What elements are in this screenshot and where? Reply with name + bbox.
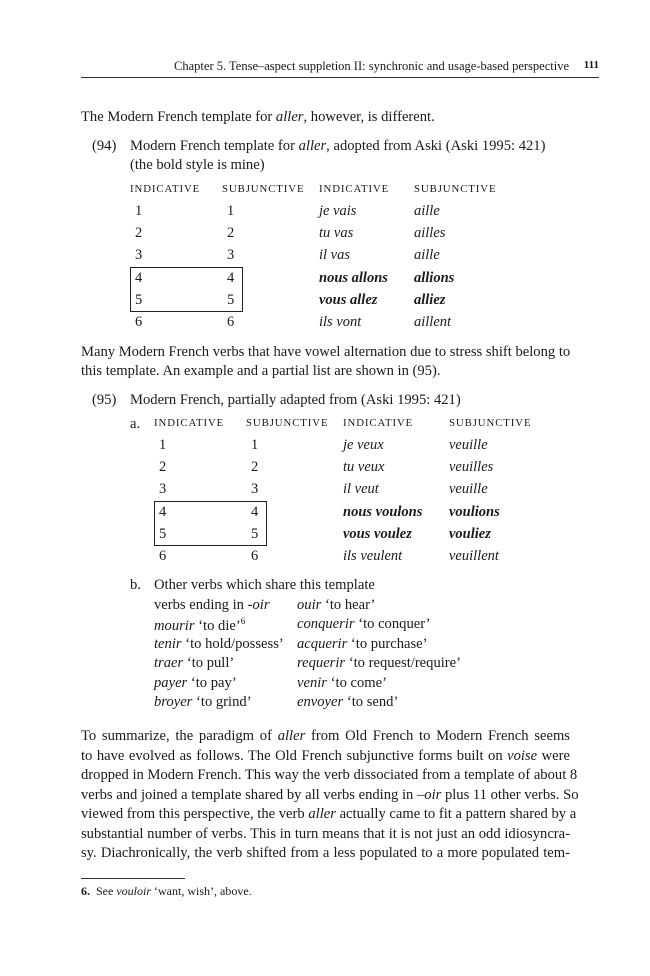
ex94-indicative-form: ils vont <box>319 314 362 330</box>
ex95-person-cell: 6 <box>159 548 167 564</box>
example-95a-label: a. <box>130 416 141 432</box>
ex95-person-cell: 5 <box>251 526 259 542</box>
ex94-subjunctive-form-bold: alliez <box>414 292 446 308</box>
verb-list-item: broyer ‘to grind’ <box>154 694 252 710</box>
verb-list-item: payer ‘to pay’ <box>154 675 237 691</box>
ex94-person-cell: 3 <box>135 247 143 263</box>
ex95-header-subjunctive-2: SUBJUNCTIVE <box>449 417 532 429</box>
footnote: 6. See vouloir ‘want, wish’, above. <box>81 884 252 898</box>
ex95-indicative-form: ils veulent <box>343 548 403 564</box>
summary-line: verbs and joined a template shared by all verbs ending in –oir plus 11 other verbs. So <box>81 787 579 803</box>
summary-line: viewed from this perspective, the verb aller actually came to fit a pattern shared by a <box>81 806 577 822</box>
ex94-person-cell: 4 <box>227 270 235 286</box>
ex95-person-cell: 1 <box>251 437 259 453</box>
ex95-header-subjunctive-1: SUBJUNCTIVE <box>246 417 329 429</box>
ex94-header-indicative-1: INDICATIVE <box>130 183 201 195</box>
verb-list-item: tenir ‘to hold/possess’ <box>154 636 284 652</box>
ex94-person-cell: 6 <box>227 314 235 330</box>
ex94-indicative-form-bold: nous allons <box>319 270 388 286</box>
example-94-caption-note: (the bold style is mine) <box>130 157 265 173</box>
ex95-subjunctive-form-bold: voulions <box>449 504 500 520</box>
summary-line: To summarize, the paradigm of aller from Old French to Modern French seems <box>81 728 570 744</box>
ex94-indicative-form: il vas <box>319 247 351 263</box>
ex95-indicative-form: je veux <box>343 437 384 453</box>
ex94-subjunctive-form: ailles <box>414 225 446 241</box>
ex95-header-indicative-1: INDICATIVE <box>154 417 225 429</box>
ex95-subjunctive-form: veuille <box>449 481 488 497</box>
example-94-number: (94) <box>92 138 117 154</box>
running-title: Chapter 5. Tense–aspect suppletion II: synchronic and usage-based perspective <box>174 59 569 73</box>
ex95-indicative-form: tu veux <box>343 459 385 475</box>
footnote-marker: 6 <box>240 616 246 626</box>
ex95-person-cell: 5 <box>159 526 167 542</box>
ex94-header-subjunctive-1: SUBJUNCTIVE <box>222 183 305 195</box>
ex95-subjunctive-form-bold: vouliez <box>449 526 491 542</box>
verb-list-item: venir ‘to come’ <box>297 675 387 691</box>
ex95-indicative-form-bold: nous voulons <box>343 504 423 520</box>
ex95-person-cell: 3 <box>251 481 259 497</box>
ex94-subjunctive-form-bold: allions <box>414 270 455 286</box>
ex94-indicative-form: tu vas <box>319 225 354 241</box>
ex94-subjunctive-form: aille <box>414 203 440 219</box>
intro-sentence: The Modern French template for aller, however, is different. <box>81 109 435 125</box>
example-95-caption: Modern French, partially adapted from (Aski 1995: 421) <box>130 392 461 408</box>
ex94-person-cell: 5 <box>135 292 143 308</box>
ex95-person-cell: 4 <box>159 504 167 520</box>
ex94-person-cell: 1 <box>135 203 143 219</box>
summary-line: sy. Diachronically, the verb shifted from a less populated to a more populated tem- <box>81 845 570 861</box>
ex94-person-cell: 5 <box>227 292 235 308</box>
ex95-person-cell: 3 <box>159 481 167 497</box>
example-95b-caption: Other verbs which share this template <box>154 577 375 593</box>
summary-line: substantial number of verbs. This in turn means that it is not just an odd idiosyncra- <box>81 826 570 842</box>
verb-list-item: acquerir ‘to purchase’ <box>297 636 428 652</box>
paragraph-line: Many Modern French verbs that have vowel alternation due to stress shift belong to <box>81 344 571 360</box>
running-header <box>81 57 599 78</box>
summary-line: to have evolved as follows. The Old French subjunctive forms built on voise were <box>81 748 570 764</box>
ex95-subjunctive-form: veuillent <box>449 548 499 564</box>
ex94-header-subjunctive-2: SUBJUNCTIVE <box>414 183 497 195</box>
verb-list-item: mourir ‘to die’$^6$ <box>154 616 246 634</box>
page-number: 111 <box>583 59 599 71</box>
ex95-header-indicative-2: INDICATIVE <box>343 417 414 429</box>
ex95-indicative-form: il veut <box>343 481 379 497</box>
footnote-rule <box>81 878 185 879</box>
ex94-person-cell: 1 <box>227 203 235 219</box>
verb-list-item: conquerir ‘to conquer’ <box>297 616 431 632</box>
example-95b-label: b. <box>130 577 141 593</box>
ex95-subjunctive-form: veuilles <box>449 459 494 475</box>
ex94-subjunctive-form: aillent <box>414 314 452 330</box>
ex94-person-cell: 3 <box>227 247 235 263</box>
ex94-person-cell: 4 <box>135 270 143 286</box>
footnote-number: 6. <box>81 884 90 898</box>
ex95-person-cell: 2 <box>251 459 259 475</box>
ex95-person-cell: 2 <box>159 459 167 475</box>
ex94-person-cell: 6 <box>135 314 143 330</box>
ex94-indicative-form-bold: vous allez <box>319 292 378 308</box>
verb-list-item: requerir ‘to request/require’ <box>297 655 461 671</box>
paragraph-line: this template. An example and a partial list are shown in (95). <box>81 363 441 379</box>
verb-list-item: ouir ‘to hear’ <box>297 597 376 613</box>
ex95-indicative-form-bold: vous voulez <box>343 526 412 542</box>
verb-list-item: envoyer ‘to send’ <box>297 694 399 710</box>
summary-line: dropped in Modern French. This way the verb dissociated from a template of about 8 <box>81 767 578 783</box>
ex94-person-cell: 2 <box>135 225 143 241</box>
ex95-person-cell: 4 <box>251 504 259 520</box>
ex94-header-indicative-2: INDICATIVE <box>319 183 390 195</box>
ex95-person-cell: 1 <box>159 437 167 453</box>
ex94-subjunctive-form: aille <box>414 247 440 263</box>
ex95-person-cell: 6 <box>251 548 259 564</box>
verb-list-item: traer ‘to pull’ <box>154 655 235 671</box>
verb-list-item: verbs ending in -oir <box>154 597 270 613</box>
example-95-number: (95) <box>92 392 117 408</box>
ex94-indicative-form: je vais <box>319 203 357 219</box>
example-94-caption: Modern French template for aller, adopted from Aski (Aski 1995: 421) <box>130 138 546 154</box>
ex95-subjunctive-form: veuille <box>449 437 488 453</box>
ex94-person-cell: 2 <box>227 225 235 241</box>
